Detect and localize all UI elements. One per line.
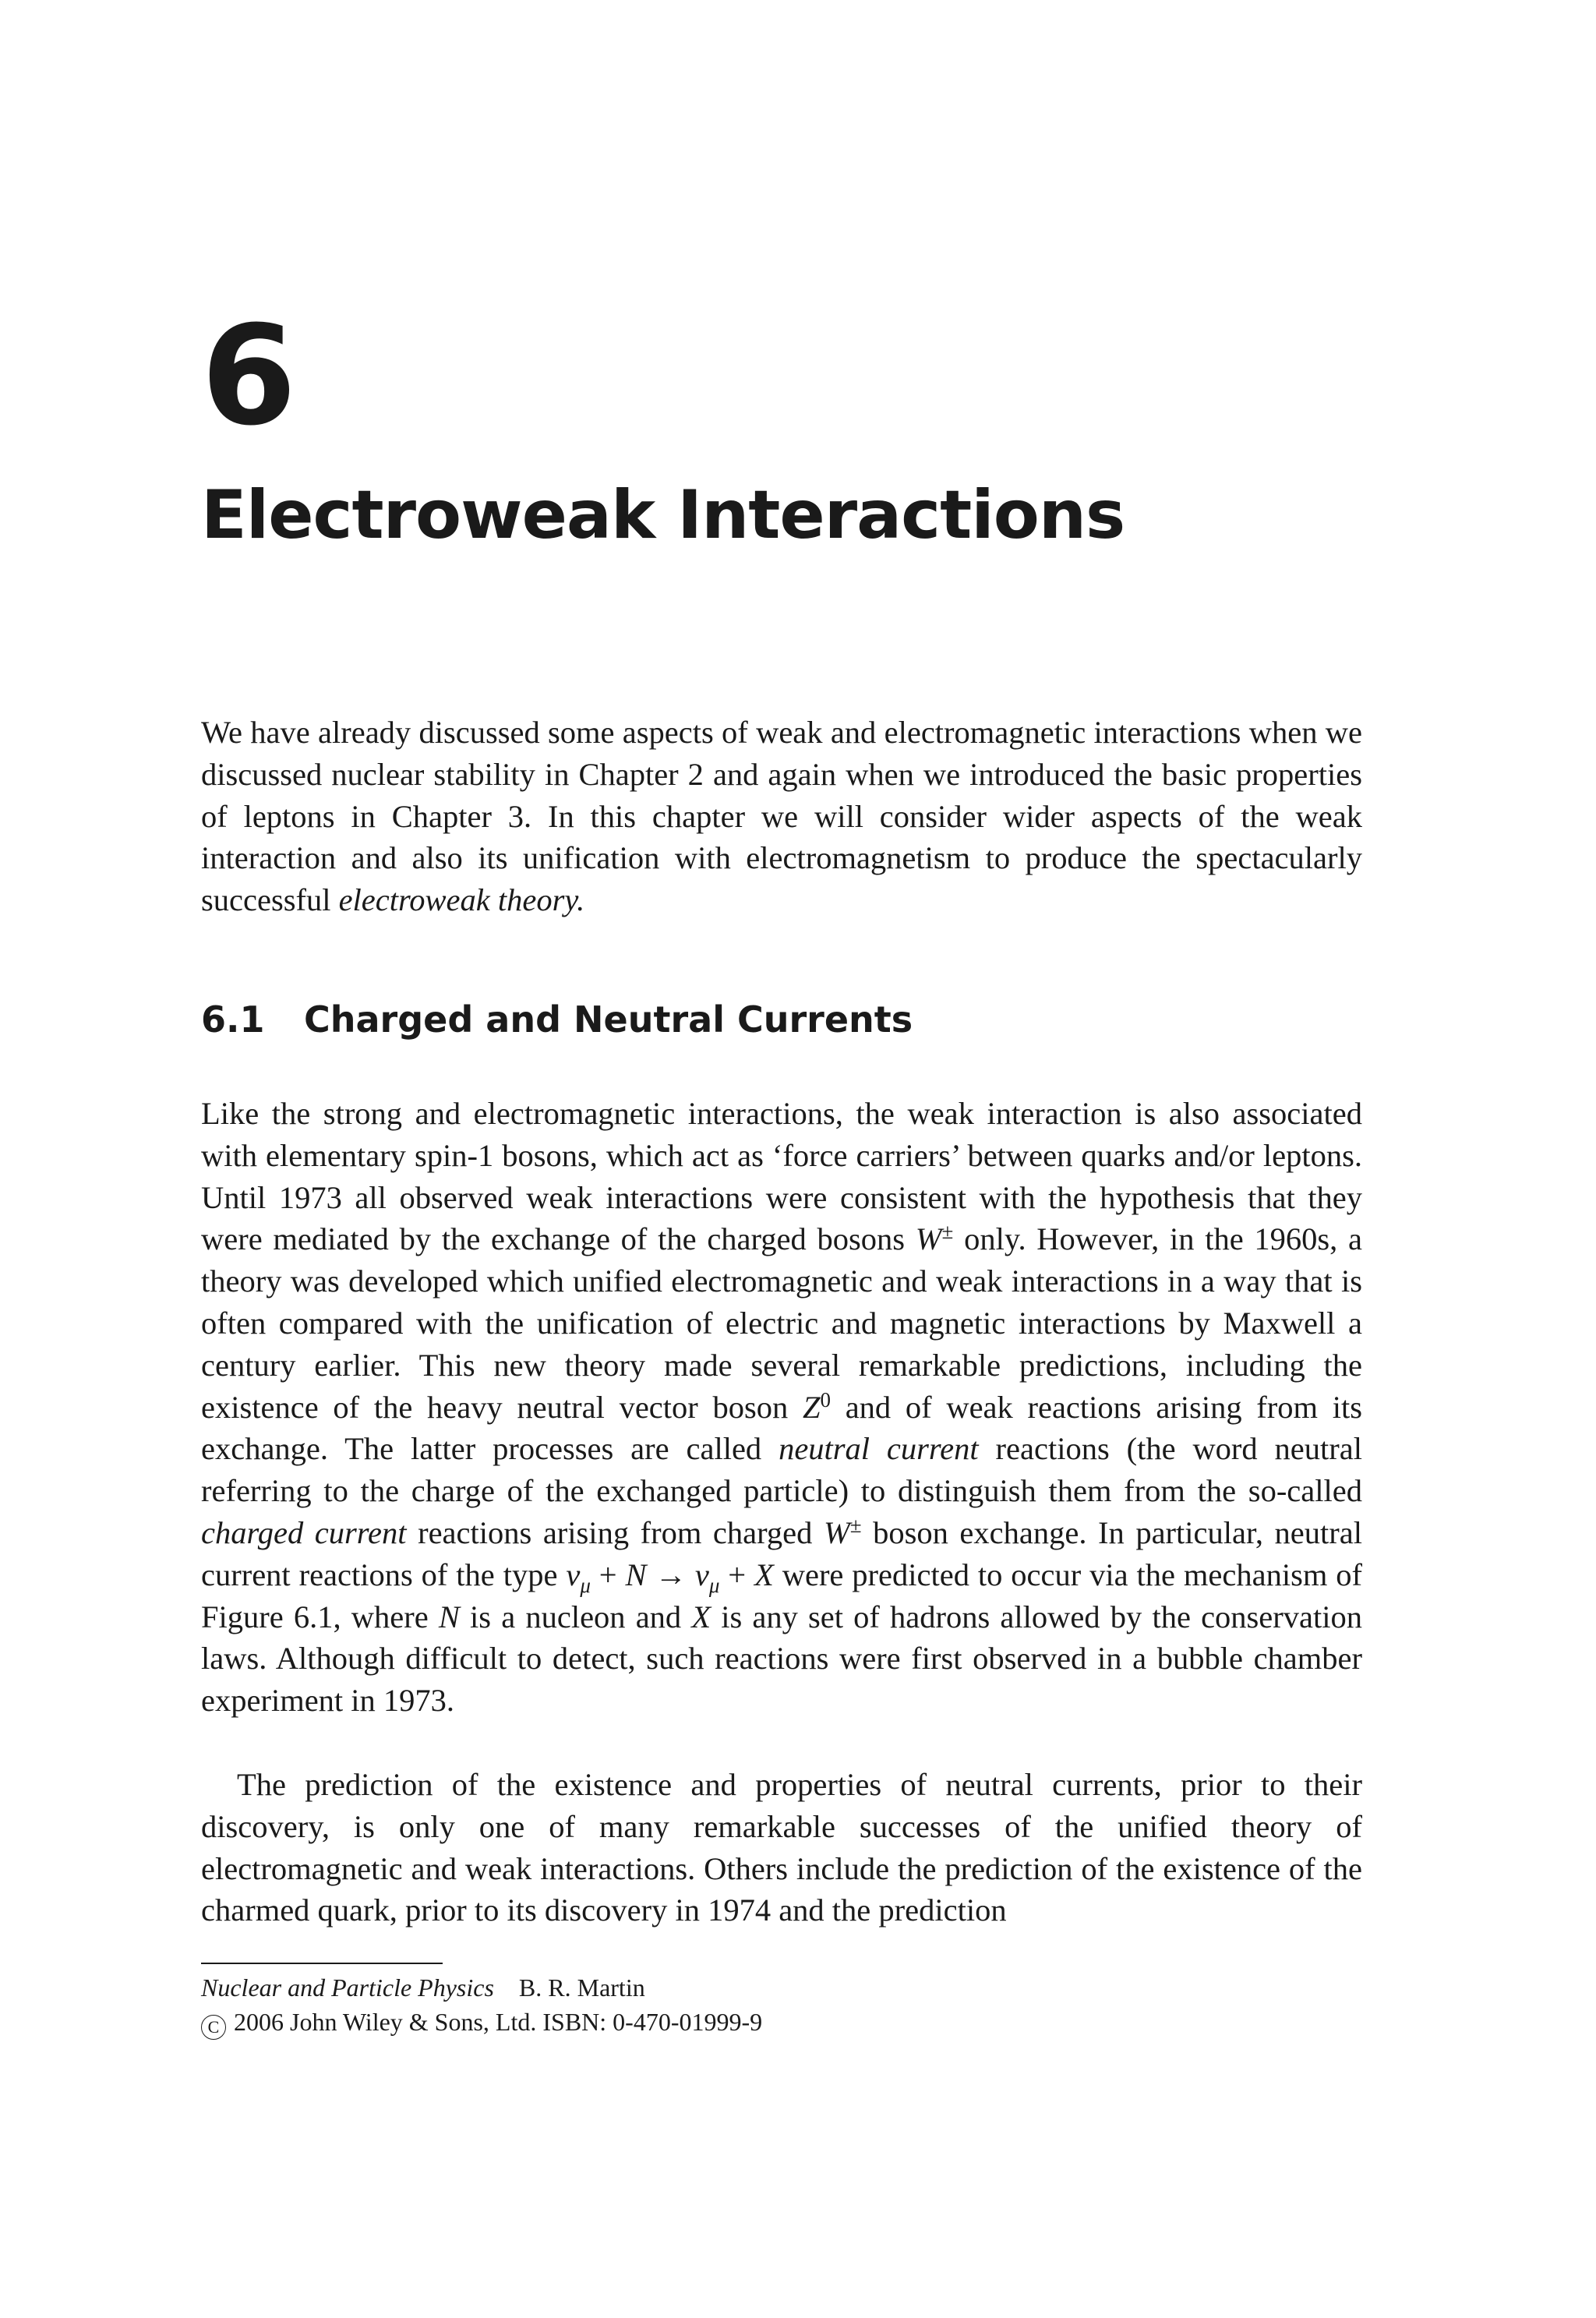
text-run: and of weak reactions arising from its exchange. The latter processes are called xyxy=(201,1389,1363,1467)
footnote-book-line xyxy=(201,1975,645,2000)
footnote-rule xyxy=(201,1963,443,1964)
text-run: is any set of hadrons allowed by the conservation laws. Although difficult to detect, such reactions were first observed in a bubble chamber experiment in 1973. xyxy=(201,1599,1363,1719)
nu-symbol: ν xyxy=(694,1557,709,1592)
plus-sign: + xyxy=(590,1557,626,1592)
text-run: were predicted to occur via the mechanism of Figure 6.1, where xyxy=(201,1557,1362,1634)
book-title: Nuclear and Particle Physics xyxy=(201,1973,494,2002)
section-number: 6.1 xyxy=(201,998,265,1041)
intro-text: We have already discussed some aspects of weak and electromagnetic interactions when we discussed nuclear stability in Chapter 2 and again when we introduced the basic properties of leptons in Chapter 3. In this chapter we will consider wider aspects of the weak interaction and also its unification with electromagnetism to produce the spectacularly successful xyxy=(201,715,1362,918)
z-boson-symbol: Z xyxy=(802,1389,821,1425)
w-boson-symbol: W xyxy=(915,1221,942,1257)
text-run: Like the strong and electromagnetic interactions, the weak interaction is also associated with elementary spin-1 bosons, which act as ‘force carriers’ between quarks and/or leptons. Until 1973 all observed weak interactions were consistent with the hypothesis that they were mediated by the exchange of the charged bosons xyxy=(201,1096,1362,1257)
plus-minus-superscript: ± xyxy=(849,1513,862,1537)
mu-subscript: μ xyxy=(580,1573,591,1597)
chapter-number: 6 xyxy=(201,296,295,456)
mu-subscript: μ xyxy=(708,1573,720,1597)
zero-superscript: 0 xyxy=(820,1387,831,1412)
italic-charged-current: charged current xyxy=(201,1514,407,1550)
text-run: boson exchange. In particular, neutral current reactions of the type xyxy=(201,1514,1362,1592)
n-symbol: N xyxy=(625,1557,647,1592)
x-symbol: X xyxy=(754,1557,774,1592)
plus-minus-superscript: ± xyxy=(941,1220,954,1244)
paragraph-1 xyxy=(201,1093,1362,1722)
text-run: reactions (the word neutral referring to the charge of the exchanged particle) to distinguish them from the so-called xyxy=(201,1431,1362,1509)
section-heading xyxy=(201,998,913,1041)
arrow-symbol: → xyxy=(646,1557,695,1592)
intro-paragraph xyxy=(201,712,1362,921)
w-boson-symbol: W xyxy=(823,1514,850,1550)
footnote-copyright-line xyxy=(201,2009,762,2040)
copyright-icon: C xyxy=(201,2015,226,2040)
plus-sign: + xyxy=(719,1557,755,1592)
text-run: reactions arising from charged xyxy=(406,1514,824,1550)
text-run: is a nucleon and xyxy=(459,1599,692,1634)
paragraph-2: The prediction of the existence and properties of neutral currents, prior to their discovery, is only one of many remarkable successes of the unified theory of electromagnetic and weak interactions. Others include the prediction of the existence of the charmed quark, prior to its discovery in 1974 and the prediction xyxy=(201,1767,1362,1928)
text-run: only. However, in the 1960s, a theory was developed which unified electromagnetic and weak interactions in a way that is often compared with the unification of electric and magnetic interactions by Maxwell a century earlier. This new theory made several remarkable predictions, including the existence of the heavy neutral vector boson xyxy=(201,1221,1363,1425)
publisher-line: 2006 John Wiley & Sons, Ltd. ISBN: 0-470-01999-9 xyxy=(234,2008,763,2036)
book-author: B. R. Martin xyxy=(518,1973,645,2002)
nu-symbol: ν xyxy=(566,1557,581,1592)
italic-neutral-current: neutral current xyxy=(779,1431,979,1467)
intro-italic-term: electroweak theory. xyxy=(338,882,585,918)
x-symbol: X xyxy=(691,1599,711,1634)
section-title: Charged and Neutral Currents xyxy=(304,998,913,1041)
chapter-title: Electroweak Interactions xyxy=(201,476,1125,554)
n-symbol: N xyxy=(438,1599,460,1634)
